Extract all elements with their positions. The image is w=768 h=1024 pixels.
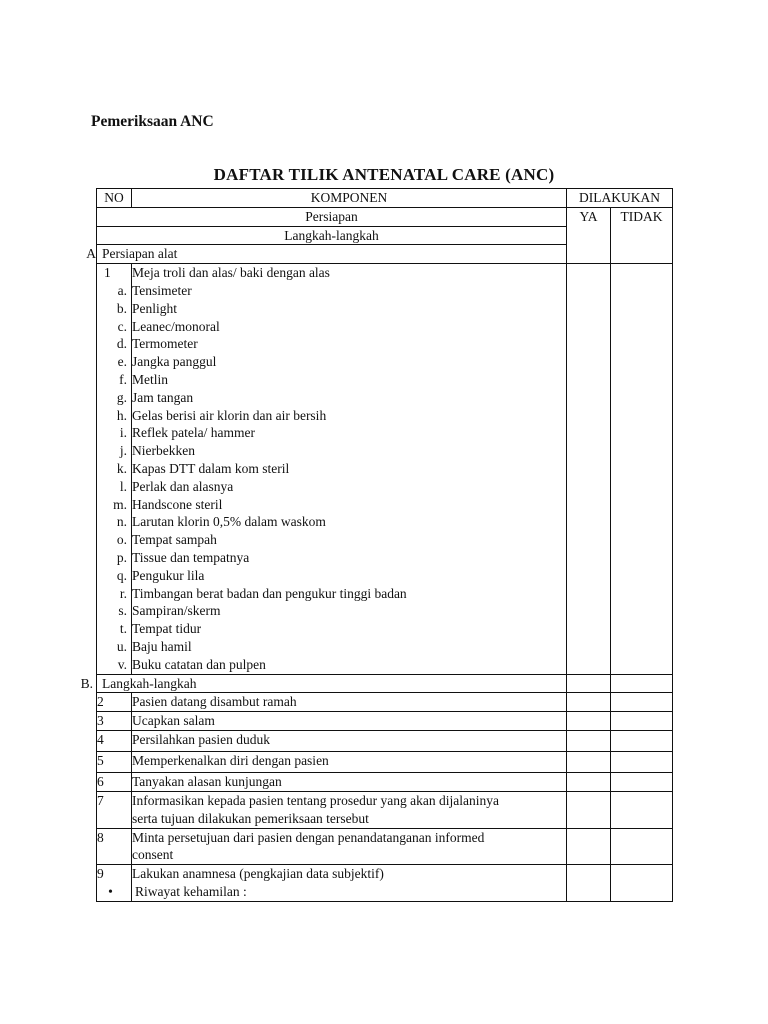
sub-item-text: Metlin [132,371,168,387]
sub-item-text: Jangka panggul [132,354,217,370]
step-number-cell [97,865,132,902]
step-text: Tanyakan alasan kunjungan [132,772,567,791]
sub-letter: s. [118,603,127,619]
step-row [97,828,673,865]
step-text: Persilahkan pasien duduk [132,730,567,751]
ya-checkbox-cell[interactable] [567,693,611,712]
sub-letter: f. [119,371,127,387]
sub-item-text: Pengukur lila [132,567,205,583]
step-number: 2 [97,693,132,712]
sub-item-text: Tempat tidur [132,621,202,637]
step-number: 7 [97,791,132,828]
sub-letter: l. [119,478,127,494]
sub-letter: e. [117,354,127,370]
step-text-line: consent [132,847,174,863]
step-text: Pasien datang disambut ramah [132,693,567,712]
step-row [97,791,673,828]
sub-letter: d. [116,336,127,352]
document-title-text: DAFTAR TILIK ANTENATAL CARE (ANC) [213,165,555,184]
header-komponen: KOMPONEN [132,189,567,208]
sub-letter: k. [116,460,127,476]
sub-letter: j. [119,443,127,459]
section-b-title: Langkah-langkah [102,675,197,691]
step-number: 4 [97,730,132,751]
step-row [97,751,673,772]
sub-letter: c. [117,318,127,334]
tidak-checkbox-cell[interactable] [611,264,673,674]
tidak-checkbox-cell[interactable] [611,730,673,751]
sub-letter: r. [119,585,127,601]
sub-item-text: Leanec/monoral [132,318,220,334]
header-dilakukan: DILAKUKAN [567,189,673,208]
sub-item-text: Termometer [132,336,198,352]
step-text-line: Riwayat kehamilan : [135,883,247,899]
header-ya: YA [567,207,611,263]
tidak-checkbox-cell[interactable] [611,791,673,828]
tidak-checkbox-cell[interactable] [611,865,673,902]
step-row [97,730,673,751]
sub-item-text: Buku catatan dan pulpen [132,656,266,672]
ya-checkbox-cell[interactable] [567,264,611,674]
sub-letter: v. [117,656,127,672]
ya-checkbox-cell[interactable] [567,865,611,902]
section-b-letter: B. [80,675,93,691]
step-number: 6 [97,772,132,791]
step-text-cell [132,865,567,902]
sub-item-text: Larutan klorin 0,5% dalam waskom [132,514,326,530]
sub-letter: h. [116,407,127,423]
step-text-cell [132,791,567,828]
step-row [97,865,673,902]
ya-checkbox-cell[interactable] [567,751,611,772]
section-b-row [97,674,673,693]
sub-letter: a. [117,282,127,298]
sub-letter: u. [116,638,127,654]
anc-checklist-table [80,188,673,902]
step-text-line: Minta persetujuan dari pasien dengan penandatanganan informed [132,829,485,845]
langkah-header-label: Langkah-langkah [97,226,567,245]
sub-item-text: Reflek patela/ hammer [132,425,255,441]
tidak-checkbox-cell[interactable] [611,712,673,731]
step-number: 9 [97,866,104,882]
sub-letter: m. [113,496,127,512]
bullet-icon: • [108,883,113,899]
item-1-number: 1 [104,265,111,281]
section-a-items-cell [132,264,567,674]
header-tidak: TIDAK [611,207,673,263]
ya-checkbox-cell[interactable] [567,828,611,865]
sub-letter: g. [116,389,127,405]
sub-letter: n. [116,514,127,530]
sub-item-text: Tensimeter [132,282,192,298]
step-row [97,772,673,791]
ya-checkbox-cell[interactable] [567,791,611,828]
ya-checkbox-cell[interactable] [567,730,611,751]
sub-item-text: Handscone steril [132,496,223,512]
document-title [0,165,768,185]
step-text-line: serta tujuan dilakukan pemeriksaan tersebut [132,810,369,826]
tidak-checkbox-cell[interactable] [611,751,673,772]
section-a-no-cell [97,264,132,674]
step-number: 5 [97,751,132,772]
tidak-checkbox-cell[interactable] [611,772,673,791]
step-text-line: Informasikan kepada pasien tentang prosedur yang akan dijalaninya [132,792,499,808]
section-a-cell [86,245,567,264]
persiapan-label: Persiapan [97,207,567,226]
sub-item-text: Timbangan berat badan dan pengukur tinggi badan [132,585,407,601]
sub-item-text: Gelas berisi air klorin dan air bersih [132,407,327,423]
step-text-line: Lakukan anamnesa (pengkajian data subjektif) [132,866,384,882]
section-a-title: Persiapan alat [102,246,178,262]
sub-letter: p. [116,549,127,565]
sub-item-text: Jam tangan [132,389,194,405]
step-row [97,693,673,712]
ya-checkbox-cell[interactable] [567,712,611,731]
sub-letter: i. [119,425,127,441]
header-row [97,189,673,208]
sub-letter: b. [116,300,127,316]
ya-checkbox-cell[interactable] [567,674,611,693]
sub-item-text: Perlak dan alasnya [132,478,234,494]
section-a-items-row [97,264,673,674]
step-number: 8 [97,828,132,865]
sub-item-text: Kapas DTT dalam kom steril [132,460,290,476]
item-1-text: Meja troli dan alas/ baki dengan alas [132,265,330,281]
sub-item-text: Tempat sampah [132,532,217,548]
sub-letter: q. [116,567,127,583]
header-no: NO [97,189,132,208]
sub-item-text: Nierbekken [132,443,195,459]
tidak-checkbox-cell[interactable] [611,828,673,865]
step-text: Memperkenalkan diri dengan pasien [132,751,567,772]
tidak-checkbox-cell[interactable] [611,693,673,712]
step-text-cell [132,828,567,865]
sub-item-text: Baju hamil [132,638,192,654]
sub-item-text: Penlight [132,300,178,316]
sub-item-text: Tissue dan tempatnya [132,549,250,565]
section-b-cell [80,674,567,693]
sub-item-text: Sampiran/skerm [132,603,221,619]
persiapan-row [97,207,673,226]
step-text: Ucapkan salam [132,712,567,731]
page-heading: Pemeriksaan ANC [91,113,214,130]
ya-checkbox-cell[interactable] [567,772,611,791]
section-a-letter: A [86,246,96,262]
tidak-checkbox-cell[interactable] [611,674,673,693]
step-row [97,712,673,731]
step-number: 3 [97,712,132,731]
sub-letter: t. [119,621,127,637]
sub-letter: o. [116,532,127,548]
